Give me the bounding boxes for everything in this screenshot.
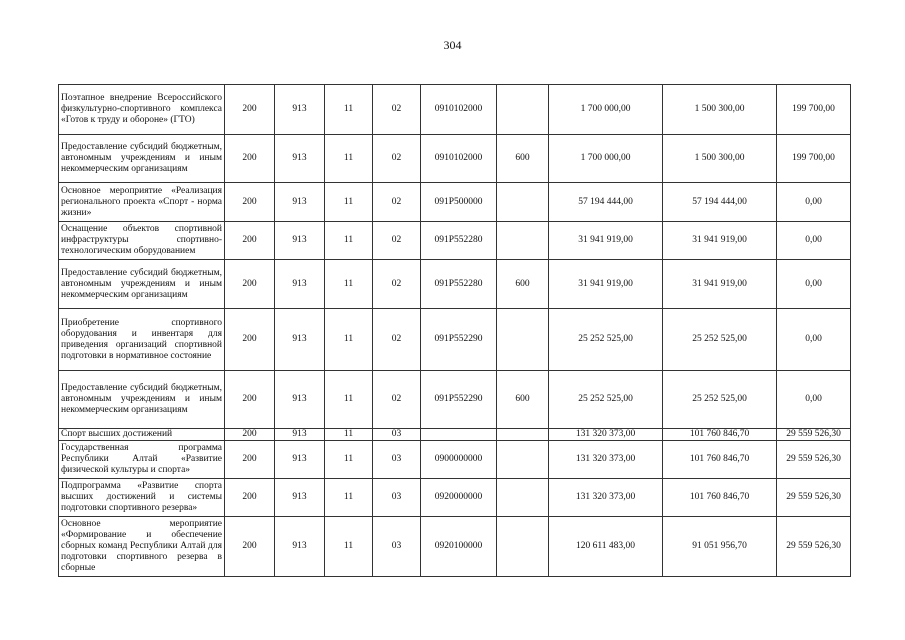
expense-type-cell [497,85,549,135]
expense-type-cell [497,309,549,371]
table-row [59,309,851,371]
row-name-cell: Поэтапное внедрение Всероссийского физкультурно-спортивного комплекса «Готов к труду и обороне» (ГТО) [59,85,225,135]
section-cell: 11 [325,85,373,135]
amount-2-cell: 31 941 919,00 [663,222,777,260]
row-name-cell: Предоставление субсидий бюджетным, автономным учреждениям и иным некоммерческим организациям [59,135,225,183]
expense-type-cell [497,517,549,577]
section-cell: 11 [325,479,373,517]
subsection-cell: 02 [373,135,421,183]
expense-type-cell [497,441,549,479]
section-cell: 11 [325,429,373,441]
ministry-code-cell: 200 [225,135,275,183]
row-name-cell: Государственная программа Республики Алтай «Развитие физической культуры и спорта» [59,441,225,479]
target-article-cell: 0900000000 [421,441,497,479]
amount-3-cell: 0,00 [777,183,851,222]
total-amount-cell: 31 941 919,00 [549,222,663,260]
page-number: 304 [443,38,462,52]
total-amount-cell: 131 320 373,00 [549,429,663,441]
total-amount-cell: 31 941 919,00 [549,260,663,309]
total-amount-cell: 25 252 525,00 [549,309,663,371]
target-article-cell: 0910102000 [421,85,497,135]
target-article-cell: 091P552280 [421,260,497,309]
grbs-code-cell: 913 [275,371,325,429]
subsection-cell: 02 [373,309,421,371]
amount-2-cell: 101 760 846,70 [663,441,777,479]
subsection-cell: 02 [373,371,421,429]
total-amount-cell: 1 700 000,00 [549,135,663,183]
amount-3-cell: 29 559 526,30 [777,441,851,479]
total-amount-cell: 120 611 483,00 [549,517,663,577]
grbs-code-cell: 913 [275,479,325,517]
total-amount-cell: 57 194 444,00 [549,183,663,222]
table-row [59,371,851,429]
grbs-code-cell: 913 [275,183,325,222]
ministry-code-cell: 200 [225,309,275,371]
section-cell: 11 [325,441,373,479]
grbs-code-cell: 913 [275,85,325,135]
grbs-code-cell: 913 [275,441,325,479]
amount-3-cell: 0,00 [777,371,851,429]
amount-3-cell: 29 559 526,30 [777,429,851,441]
grbs-code-cell: 913 [275,517,325,577]
row-name-cell: Подпрограмма «Развитие спорта высших достижений и системы подготовки спортивного резерва» [59,479,225,517]
expense-type-cell [497,183,549,222]
section-cell: 11 [325,260,373,309]
expense-type-cell [497,429,549,441]
subsection-cell: 03 [373,429,421,441]
ministry-code-cell: 200 [225,222,275,260]
amount-2-cell: 25 252 525,00 [663,371,777,429]
amount-3-cell: 199 700,00 [777,135,851,183]
section-cell: 11 [325,183,373,222]
ministry-code-cell: 200 [225,479,275,517]
grbs-code-cell: 913 [275,429,325,441]
amount-3-cell: 0,00 [777,222,851,260]
amount-3-cell: 199 700,00 [777,85,851,135]
amount-3-cell: 0,00 [777,260,851,309]
table-row [59,441,851,479]
total-amount-cell: 25 252 525,00 [549,371,663,429]
row-name-cell: Основное мероприятие «Формирование и обеспечение сборных команд Республики Алтай для подготовки спортивного резерва в сборные [59,517,225,577]
amount-2-cell: 1 500 300,00 [663,85,777,135]
subsection-cell: 02 [373,222,421,260]
ministry-code-cell: 200 [225,441,275,479]
table-row [59,85,851,135]
target-article-cell: 091P552280 [421,222,497,260]
amount-2-cell: 25 252 525,00 [663,309,777,371]
subsection-cell: 02 [373,260,421,309]
amount-2-cell: 57 194 444,00 [663,183,777,222]
target-article-cell [421,429,497,441]
section-cell: 11 [325,222,373,260]
ministry-code-cell: 200 [225,183,275,222]
amount-2-cell: 91 051 956,70 [663,517,777,577]
table-row [59,260,851,309]
row-name-cell: Спорт высших достижений [59,429,225,441]
table-row [59,429,851,441]
row-name-cell: Основное мероприятие «Реализация регионального проекта «Спорт - норма жизни» [59,183,225,222]
grbs-code-cell: 913 [275,260,325,309]
grbs-code-cell: 913 [275,222,325,260]
target-article-cell: 0920000000 [421,479,497,517]
subsection-cell: 03 [373,517,421,577]
ministry-code-cell: 200 [225,260,275,309]
row-name-cell: Приобретение спортивного оборудования и инвентаря для приведения организаций спортивной подготовки в нормативное состояние [59,309,225,371]
table-row [59,517,851,577]
total-amount-cell: 1 700 000,00 [549,85,663,135]
subsection-cell: 03 [373,441,421,479]
amount-3-cell: 29 559 526,30 [777,479,851,517]
table-row [59,183,851,222]
target-article-cell: 0910102000 [421,135,497,183]
expense-type-cell [497,222,549,260]
row-name-cell: Оснащение объектов спортивной инфраструктуры спортивно-технологическим оборудованием [59,222,225,260]
row-name-cell: Предоставление субсидий бюджетным, автономным учреждениям и иным некоммерческим организациям [59,260,225,309]
section-cell: 11 [325,371,373,429]
expense-type-cell: 600 [497,260,549,309]
ministry-code-cell: 200 [225,371,275,429]
grbs-code-cell: 913 [275,309,325,371]
budget-table [58,84,851,577]
section-cell: 11 [325,135,373,183]
subsection-cell: 03 [373,479,421,517]
table-row [59,135,851,183]
target-article-cell: 091P500000 [421,183,497,222]
target-article-cell: 0920100000 [421,517,497,577]
total-amount-cell: 131 320 373,00 [549,479,663,517]
table-row [59,222,851,260]
amount-2-cell: 1 500 300,00 [663,135,777,183]
amount-2-cell: 101 760 846,70 [663,429,777,441]
target-article-cell: 091P552290 [421,309,497,371]
expense-type-cell: 600 [497,135,549,183]
grbs-code-cell: 913 [275,135,325,183]
row-name-cell: Предоставление субсидий бюджетным, автономным учреждениям и иным некоммерческим организациям [59,371,225,429]
section-cell: 11 [325,517,373,577]
section-cell: 11 [325,309,373,371]
expense-type-cell: 600 [497,371,549,429]
expense-type-cell [497,479,549,517]
total-amount-cell: 131 320 373,00 [549,441,663,479]
ministry-code-cell: 200 [225,517,275,577]
target-article-cell: 091P552290 [421,371,497,429]
amount-3-cell: 0,00 [777,309,851,371]
ministry-code-cell: 200 [225,85,275,135]
amount-3-cell: 29 559 526,30 [777,517,851,577]
subsection-cell: 02 [373,183,421,222]
subsection-cell: 02 [373,85,421,135]
table-row [59,479,851,517]
amount-2-cell: 31 941 919,00 [663,260,777,309]
ministry-code-cell: 200 [225,429,275,441]
amount-2-cell: 101 760 846,70 [663,479,777,517]
